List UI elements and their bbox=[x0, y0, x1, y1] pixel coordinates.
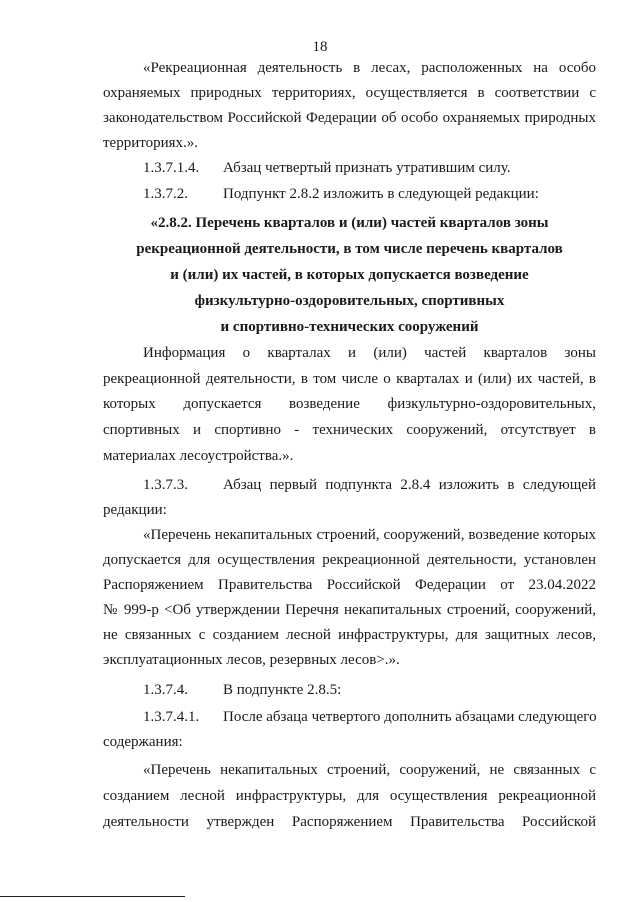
paragraph-line: спортивных и спортивно - технических сооружений, отсутствует в bbox=[103, 422, 596, 438]
paragraph-line: редакции: bbox=[103, 502, 167, 518]
paragraph-line: «Перечень некапитальных строений, сооружений, не связанных с bbox=[143, 762, 596, 778]
paragraph-line: «Перечень некапитальных строений, сооружений, возведение которых bbox=[143, 527, 596, 543]
clause-text: Подпункт 2.8.2 изложить в следующей редакции: bbox=[223, 186, 539, 202]
paragraph-line: Информация о кварталах и (или) частей кварталов зоны bbox=[143, 345, 596, 361]
paragraph-line: созданием лесной инфраструктуры, для осуществления рекреационной bbox=[103, 788, 596, 804]
paragraph-line: Распоряжением Правительства Российской Федерации от 23.04.2022 bbox=[103, 577, 596, 593]
clause-text: В подпункте 2.8.5: bbox=[223, 682, 342, 698]
paragraph-line: допускается для осуществления рекреационной деятельности, установлен bbox=[103, 552, 596, 568]
page-number: 18 bbox=[312, 39, 328, 55]
section-heading-line: «2.8.2. Перечень кварталов и (или) частей кварталов зоны bbox=[150, 215, 549, 231]
paragraph-line: содержания: bbox=[103, 734, 183, 750]
clause-number: 1.3.7.3. bbox=[143, 477, 188, 493]
paragraph-line: материалах лесоустройства.». bbox=[103, 448, 294, 464]
section-heading-line: рекреационной деятельности, в том числе перечень кварталов bbox=[136, 241, 563, 257]
clause-number: 1.3.7.4.1. bbox=[143, 709, 200, 725]
paragraph-line: территориях.». bbox=[103, 135, 199, 151]
paragraph-line: эксплуатационных лесов, резервных лесов>.». bbox=[103, 652, 400, 668]
clause-number: 1.3.7.4. bbox=[143, 682, 188, 698]
paragraph-line: деятельности утвержден Распоряжением Правительства Российской bbox=[103, 814, 596, 830]
paragraph-line: охраняемых природных территориях, осуществляется в соответствии с bbox=[103, 85, 596, 101]
paragraph-line: не связанных с созданием лесной инфраструктуры, для защитных лесов, bbox=[103, 627, 596, 643]
paragraph-line: законодательством Российской Федерации об особо охраняемых природных bbox=[103, 110, 596, 126]
section-heading-line: и (или) их частей, в которых допускается возведение bbox=[170, 267, 529, 283]
clause-text: Абзац первый подпункта 2.8.4 изложить в следующей bbox=[223, 477, 596, 493]
clause-1-3-7-4-1 bbox=[143, 705, 596, 729]
footnote-divider bbox=[0, 896, 185, 897]
clause-number: 1.3.7.2. bbox=[143, 186, 188, 202]
clause-1-3-7-1-4 bbox=[143, 156, 596, 180]
clause-number: 1.3.7.1.4. bbox=[143, 160, 200, 176]
clause-1-3-7-4 bbox=[143, 678, 596, 702]
section-heading-line: и спортивно-технических сооружений bbox=[220, 319, 479, 335]
clause-1-3-7-2 bbox=[143, 182, 596, 206]
paragraph-line: которых допускается возведение физкультурно-оздоровительных, bbox=[103, 396, 596, 412]
paragraph-line: № 999-р <Об утверждении Перечня некапитальных строений, сооружений, bbox=[103, 602, 596, 618]
section-heading-line: физкультурно-оздоровительных, спортивных bbox=[194, 293, 505, 309]
clause-text: Абзац четвертый признать утратившим силу. bbox=[223, 160, 511, 176]
clause-text: После абзаца четвертого дополнить абзацами следующего bbox=[223, 709, 597, 725]
paragraph-line: «Рекреационная деятельность в лесах, расположенных на особо bbox=[143, 60, 596, 76]
clause-1-3-7-3 bbox=[143, 473, 596, 497]
paragraph-line: рекреационной деятельности, в том числе о кварталах и (или) их частей, в bbox=[103, 371, 596, 387]
